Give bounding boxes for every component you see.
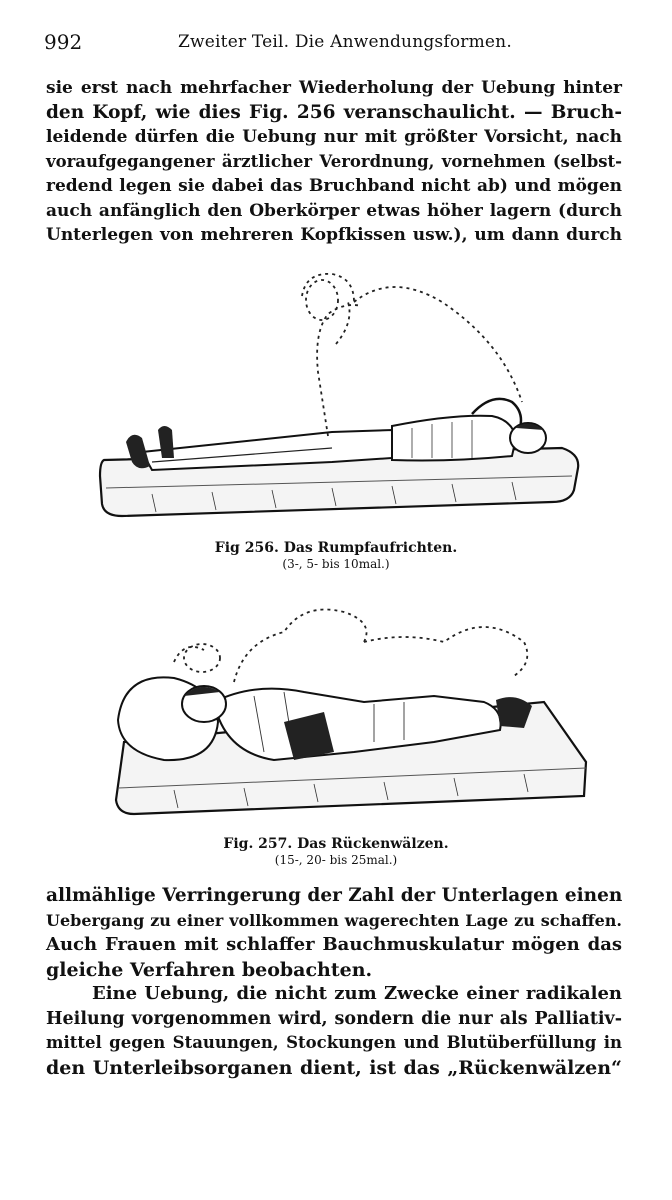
text-line: leidende dürfen die Uebung nur mit größter Vorsicht, nach bbox=[46, 127, 622, 147]
text-line: den Unterleibsorganen dient, ist das „Rückenwälzen“ bbox=[46, 1056, 622, 1079]
running-title: Zweiter Teil. Die Anwendungsformen. bbox=[178, 32, 512, 52]
figure-257-caption-block bbox=[0, 836, 672, 867]
text-line: sie erst nach mehrfacher Wiederholung der Uebung hinter bbox=[46, 78, 622, 98]
figure-256-illustration bbox=[92, 262, 592, 530]
text-line: den Kopf, wie dies Fig. 256 veranschaulicht. — Bruch- bbox=[46, 101, 622, 123]
page-number: 992 bbox=[44, 30, 83, 54]
text-line: voraufgegangener ärztlicher Verordnung, vornehmen (selbst- bbox=[46, 151, 622, 171]
paragraph-3 bbox=[46, 982, 622, 1080]
text-line: allmählige Verringerung der Zahl der Unterlagen einen bbox=[46, 885, 623, 906]
text-line: Auch Frauen mit schlaffer Bauchmuskulatur mögen das bbox=[46, 934, 622, 955]
figure-256-caption-block bbox=[0, 540, 672, 571]
paragraph-1 bbox=[46, 76, 622, 248]
figure-256-caption: Fig 256. Das Rumpfaufrichten. bbox=[214, 540, 458, 556]
text-line: Unterlegen von mehreren Kopfkissen usw.), um dann durch bbox=[46, 225, 622, 245]
figure-257-illustration bbox=[104, 592, 590, 824]
paragraph-2 bbox=[46, 884, 622, 982]
figure-256-subcaption: (3-, 5- bis 10mal.) bbox=[282, 557, 390, 571]
figure-257-caption: Fig. 257. Das Rückenwälzen. bbox=[223, 836, 449, 852]
page-header bbox=[44, 30, 624, 58]
text-line: gleiche Verfahren beobachten. bbox=[46, 958, 373, 981]
text-line: mittel gegen Stauungen, Stockungen und Blutüberfüllung in bbox=[46, 1033, 622, 1052]
text-line: redend legen sie dabei das Bruchband nicht ab) und mögen bbox=[46, 176, 622, 196]
text-line: Eine Uebung, die nicht zum Zwecke einer radikalen bbox=[92, 983, 622, 1004]
text-line: auch anfänglich den Oberkörper etwas höher lagern (durch bbox=[46, 200, 622, 221]
text-line: Uebergang zu einer vollkommen wagerechten Lage zu schaffen. bbox=[46, 910, 622, 930]
figure-257-subcaption: (15-, 20- bis 25mal.) bbox=[274, 853, 398, 867]
text-line: Heilung vorgenommen wird, sondern die nur als Palliativ- bbox=[46, 1008, 622, 1029]
